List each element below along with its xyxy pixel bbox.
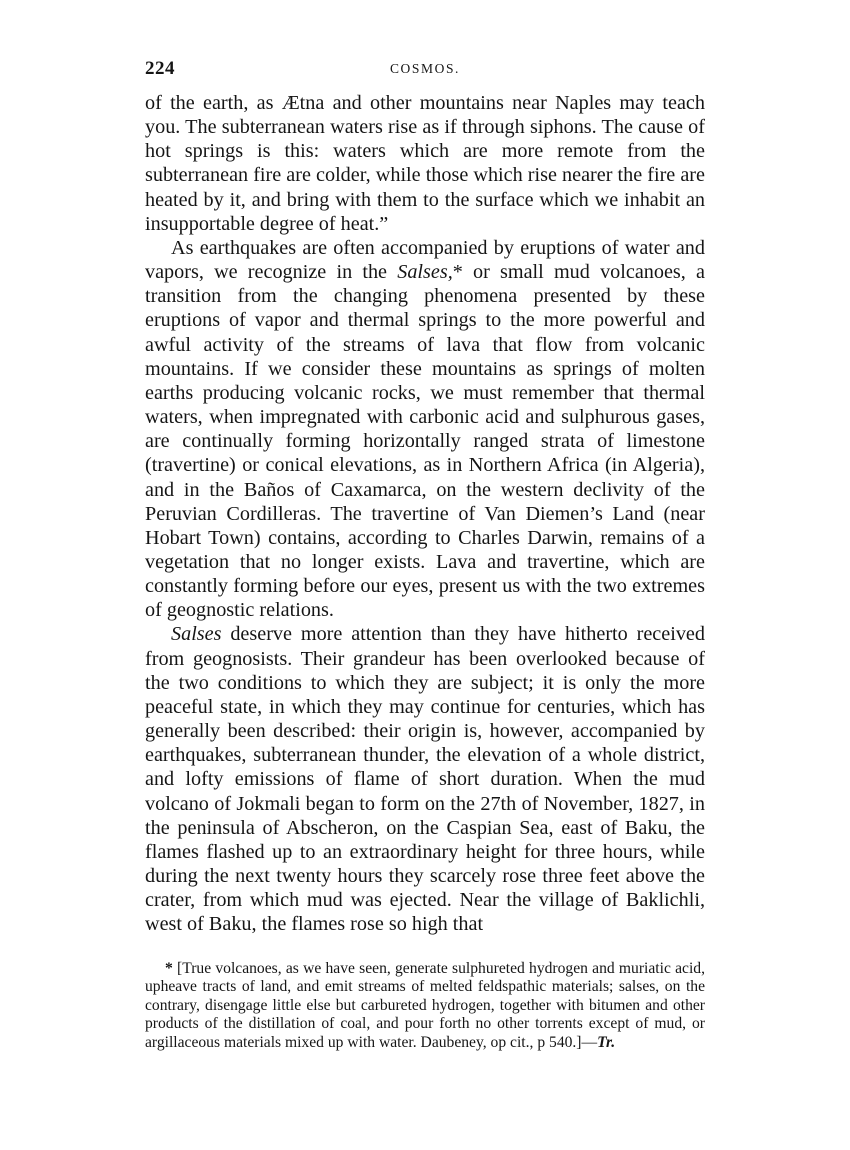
italic-term-salses: Salses: [171, 623, 222, 646]
translator-mark: Tr.: [597, 1033, 616, 1051]
paragraph-text: As earthquakes are often accompanied by eruptions of water and vapors, we recognize in the: [145, 236, 705, 284]
main-text: [145, 91, 705, 936]
paragraph-salses-attention: [145, 622, 705, 936]
paragraph-text: or small mud volcanoes, a transition from the changing phenomena presented by these eruptions of vapor and thermal springs to the more powerful and awful activity of the streams of lava that flow from volcanic mountains. If we consider these mountains as springs of molten earths producing volcanic rocks, we must remember that thermal waters, when impregnated with carbonic acid and sulphurous gases, are continually forming horizontally ranged strata of limestone (travertine) or conical elevations, as in Northern Africa (in Algeria), and in the Baños of Caxamarca, on the western declivity of the Peruvian Cordilleras. The travertine of Van Diemen’s Land (near Hobart Town) contains, according to Charles Darwin, remains of a vegetation that no longer exists. Lava and travertine, which are constantly forming before our eyes, present us with the two extremes of geognostic relations.: [145, 261, 705, 622]
paragraph-text: deserve more attention than they have hitherto received from geognosists. Their grandeur has been overlooked because of the two conditions to which they are subject; it is only the more peaceful state, in which they may continue for centuries, which has generally been described: their origin is, however, accompanied by earthquakes, subterranean thunder, the elevation of a whole district, and lofty emissions of flame of short duration. When the mud volcano of Jokmali began to form on the 27th of November, 1827, in the peninsula of Abscheron, on the Caspian Sea, east of Baku, the flames flashed up to an extraordinary height for three hours, while during the next twenty hours they scarcely rose three feet above the crater, from which mud was ejected. Near the village of Baklichli, west of Baku, the flames rose so high that: [145, 623, 705, 936]
paragraph-continuation: of the earth, as Ætna and other mountains near Naples may teach you. The subterranean waters rise as if through siphons. The cause of hot springs is this: waters which are more remote from the subterranean fire are colder, while those which rise nearer the fire are heated by it, and bring with them to the surface which we inhabit an insupportable degree of heat.”: [145, 92, 705, 235]
footnote-paragraph: [145, 960, 705, 1052]
italic-term-salses: Salses,: [397, 261, 453, 284]
footnote-reference: *: [452, 261, 463, 284]
page-number: 224: [145, 58, 175, 79]
footnote-text: [True volcanoes, as we have seen, generate sulphureted hydrogen and muriatic acid, upheave tracts of land, and emit streams of melted feldspathic materials; salses, on the contrary, disengage little else but carbureted hydrogen, together with bitumen and other products of the distillation of coal, and pour forth no other torrents except of mud, or argillaceous materials mixed up with water. Daubeney, op cit., p 540.]—: [145, 960, 705, 1051]
footnote-marker: *: [165, 960, 178, 977]
running-title: COSMOS.: [389, 61, 461, 76]
paragraph-salses-intro: [145, 236, 705, 623]
page-header: [145, 58, 705, 84]
footnote: [145, 960, 705, 1052]
